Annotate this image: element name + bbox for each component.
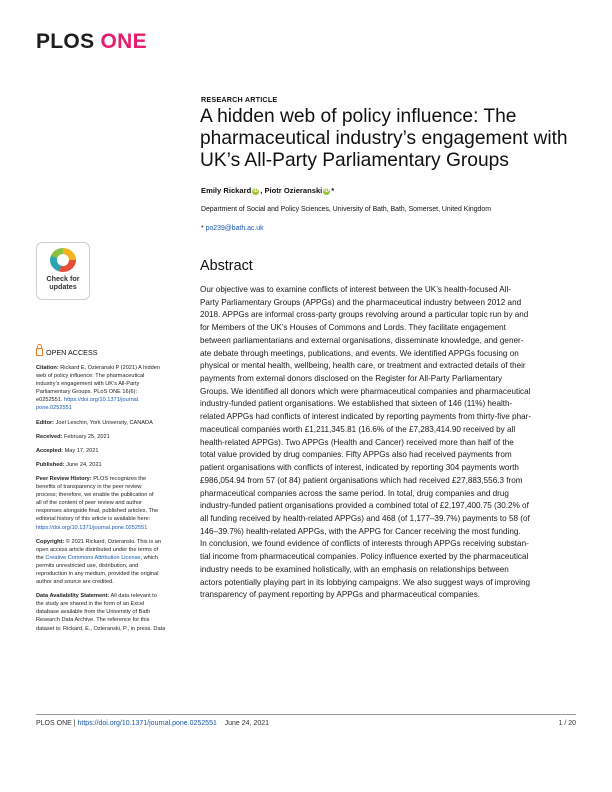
- citation-line: industry’s engagement with UK’s All-Party: [36, 381, 140, 388]
- data-availability-line: dataset is: Rickard, E., Ozieranski, P., in press. Data: [36, 625, 166, 632]
- accepted-label: Accepted:: [36, 447, 64, 454]
- author-name[interactable]: Emily Rickard: [201, 186, 252, 195]
- abstract-line: actors potentially playing part in its lobbying campaigns. We also suggest ways of improving: [200, 577, 530, 587]
- data-availability-line: the study are shared in the form of an Excel: [36, 601, 145, 608]
- copyright-block: Copyright: © 2021 Rickard, Ozieranski. This is an open access article distributed under the terms of the Creative Commons Attribution License, which permits unrestricted use, distribution, and reproduction in any medium, provided the original author and source are credited.: [36, 538, 191, 587]
- article-metadata-sidebar: [36, 364, 191, 639]
- editor-label: Editor:: [36, 419, 55, 426]
- abstract-line: related APPGs had conflicts of interest indicated by reporting payments from thirty-five phar-: [200, 412, 532, 422]
- copyright-line: the Creative Commons Attribution License, which: [36, 554, 158, 561]
- citation-doi-link[interactable]: https://doi.org/10.1371/journal.: [64, 397, 140, 404]
- citation-label: Citation:: [36, 365, 59, 371]
- peer-review-history-link[interactable]: https://doi.org/10.1371/journal.pone.0252551: [36, 524, 148, 531]
- abstract-line: industry-funded patient organisations. We established that sixteen of 146 (11%) health-: [200, 399, 513, 409]
- abstract-line: health-related APPGs). Two APPGs (Health and Cancer) received more than half of the: [200, 437, 514, 447]
- orcid-icon[interactable]: iD: [324, 187, 330, 194]
- received-date: February 25, 2021: [64, 433, 110, 440]
- abstract-line: ate debate through meetings, publications, and events. We identified APPGs focusing on: [200, 348, 519, 358]
- peer-review-line: process; therefore, we enable the publication of: [36, 492, 154, 499]
- abstract-line: £986,054.94 from 57 (of 84) patient organisations which had received £27,883,556.3 from: [200, 475, 523, 485]
- article-title: [200, 106, 580, 172]
- correspondence: [201, 225, 264, 232]
- abstract-line: total value provided by drug companies. Fifty APPGs also had received payments from: [200, 450, 512, 460]
- open-access-text: OPEN ACCESS: [46, 348, 98, 357]
- abstract-line: patient organisations with conflicts of interest, indicated by reporting 304 payments worth: [200, 463, 519, 473]
- copyright-label: Copyright:: [36, 538, 65, 545]
- page-number: 1 / 20: [558, 720, 576, 727]
- logo-text-plos: PLOS: [36, 30, 95, 53]
- copyright-line: open access article distributed under the terms of: [36, 546, 159, 553]
- citation-block: [36, 364, 191, 413]
- published-label: Published:: [36, 461, 65, 468]
- correspondence-email-link[interactable]: po239@bath.ac.uk: [205, 225, 264, 232]
- footer-date: June 24, 2021: [224, 720, 270, 727]
- badge-line: Check for: [46, 274, 80, 283]
- author-name[interactable]: Piotr Ozieranski: [264, 186, 323, 195]
- abstract-line: Groups. We identified all donors which were pharmaceutical companies and pharmaceutical: [200, 386, 531, 396]
- data-availability-block: Data Availability Statement: All data relevant to the study are shared in the form of an Excel database available from the University of Bath Research Data Archive. The reference for this dataset is: Rickard, E., Ozieranski, P., in press. Data: [36, 592, 191, 632]
- data-availability-line: Research Data Archive. The reference for this: [36, 617, 150, 624]
- citation-line: Citation: Rickard E, Ozieranski P (2021) A hidden: [36, 365, 160, 371]
- check-for-updates-badge[interactable]: [36, 242, 90, 300]
- editor-value: Joel Lexchin, York University, CANADA: [55, 419, 153, 426]
- title-line: pharmaceutical industry’s engagement with: [200, 128, 568, 149]
- copyright-line: author and source are credited.: [36, 579, 114, 586]
- section-label: RESEARCH ARTICLE: [201, 95, 278, 104]
- journal-logo: [36, 30, 147, 54]
- abstract-line: industry needs to be examined holistically, with an emphasis on relationships between: [200, 564, 509, 574]
- citation-doi-link[interactable]: pone.0252551: [36, 405, 72, 412]
- abstract-line: for Members of the UK’s Houses of Commons and Lords. They facilitate engagement: [200, 323, 506, 333]
- open-access-label: [36, 347, 98, 357]
- accepted-block: [36, 447, 191, 455]
- abstract-line: In conclusion, we found evidence of conflicts of interests through APPGs receiving substan-: [200, 539, 529, 549]
- abstract-line: 2018. APPGs are informal cross-party groups revolving around a particular topic run by and: [200, 310, 529, 320]
- title-line: UK’s All-Party Parliamentary Groups: [200, 150, 509, 171]
- published-date: June 24, 2021: [66, 461, 102, 468]
- published-block: [36, 461, 191, 469]
- abstract-line: industry-funded patient organisations provided a combined total of £2,197,400.75 (30.2% of: [200, 501, 529, 511]
- corresponding-author-marker: *: [331, 186, 335, 195]
- abstract-line: between parliamentarians and external organisations, disseminate knowledge, and gener-: [200, 335, 524, 345]
- abstract-line: tial income from pharmaceutical companies. Policy influence exerted by the pharmaceutical: [200, 552, 529, 562]
- abstract-line: payments from external donors disclosed on the Register for All-Party Parliamentary: [200, 374, 503, 384]
- citation-line: Parliamentary Groups. PLoS ONE 16(6):: [36, 389, 138, 396]
- abstract-line: pharmaceutical companies across the same period. In total, drug companies and drug: [200, 488, 509, 498]
- crossmark-icon: [50, 248, 76, 272]
- data-availability-line: database available from the University of Bath: [36, 609, 151, 616]
- abstract-line: maceutical companies worth £1,211,345.81 (16.6% of the £7,283,414.90 received by all: [200, 424, 516, 434]
- copyright-line: reproduction in any medium, provided the original: [36, 570, 159, 577]
- abstract-line: transparency of payment reporting by APPGs and pharmaceutical companies.: [200, 590, 481, 600]
- copyright-line: permits unrestricted use, distribution, and: [36, 562, 139, 569]
- license-link[interactable]: Creative Commons Attribution License: [45, 554, 141, 561]
- badge-line: updates: [49, 282, 77, 291]
- open-lock-icon: [36, 348, 43, 356]
- accepted-date: May 17, 2021: [64, 447, 99, 454]
- editor-block: [36, 419, 191, 427]
- footer-divider: [36, 714, 576, 715]
- abstract-line: physical or mental health, wellbeing, health care, or treatment and extracted details of their: [200, 361, 526, 371]
- peer-review-line: editorial history of this article is available here:: [36, 516, 151, 523]
- peer-review-line: all of the content of peer review and author: [36, 500, 143, 507]
- citation-line: e0252551. https://doi.org/10.1371/journal.: [36, 397, 140, 404]
- orcid-icon[interactable]: iD: [253, 187, 259, 194]
- badge-text: [37, 275, 89, 291]
- data-availability-label: Data Availability Statement:: [36, 593, 110, 600]
- peer-review-line: responses alongside final, published articles. The: [36, 508, 159, 515]
- abstract-line: Our objective was to examine conflicts of interest between the UK’s health-focused All-: [200, 285, 512, 294]
- received-block: [36, 433, 191, 441]
- author-list: [201, 186, 334, 195]
- abstract-heading: Abstract: [200, 258, 253, 274]
- footer-journal: PLOS ONE: [36, 720, 72, 727]
- abstract-line: Party Parliamentary Groups (APPGs) and the pharmaceutical industry between 2012 and: [200, 297, 522, 307]
- logo-text-one: ONE: [100, 30, 147, 53]
- title-line: A hidden web of policy influence: The: [200, 106, 517, 127]
- peer-review-line: benefits of transparency in the peer review: [36, 484, 142, 491]
- abstract-line: 146–39.7%) health-related APPGs, with the APPG for Cancer receiving the most funding.: [200, 526, 521, 536]
- author-separator: ,: [260, 186, 265, 195]
- peer-review-block: Peer Review History: PLOS recognizes the benefits of transparency in the peer review process; therefore, we enable the publication of all of the content of peer review and author responses alongside final, published articles. The editorial history of this article is available here: https://doi.org/10.1371/journal.pone.0252551: [36, 475, 191, 532]
- abstract-body: [200, 284, 577, 602]
- page-footer: [36, 720, 269, 727]
- peer-review-label: Peer Review History:: [36, 475, 92, 482]
- footer-doi-link[interactable]: https://doi.org/10.1371/journal.pone.0252551: [77, 720, 217, 727]
- affiliation: Department of Social and Policy Sciences, University of Bath, Bath, Somerset, United Kingdom: [201, 206, 491, 213]
- abstract-line: all funding received by health-related APPGs) and 468 (of 1,177–39.7%) payments to 58 (of: [200, 513, 530, 523]
- correspondence-marker: *: [201, 225, 204, 232]
- footer-separator: |: [71, 720, 78, 727]
- citation-line: web of policy influence: The pharmaceutical: [36, 373, 145, 380]
- received-label: Received:: [36, 433, 63, 440]
